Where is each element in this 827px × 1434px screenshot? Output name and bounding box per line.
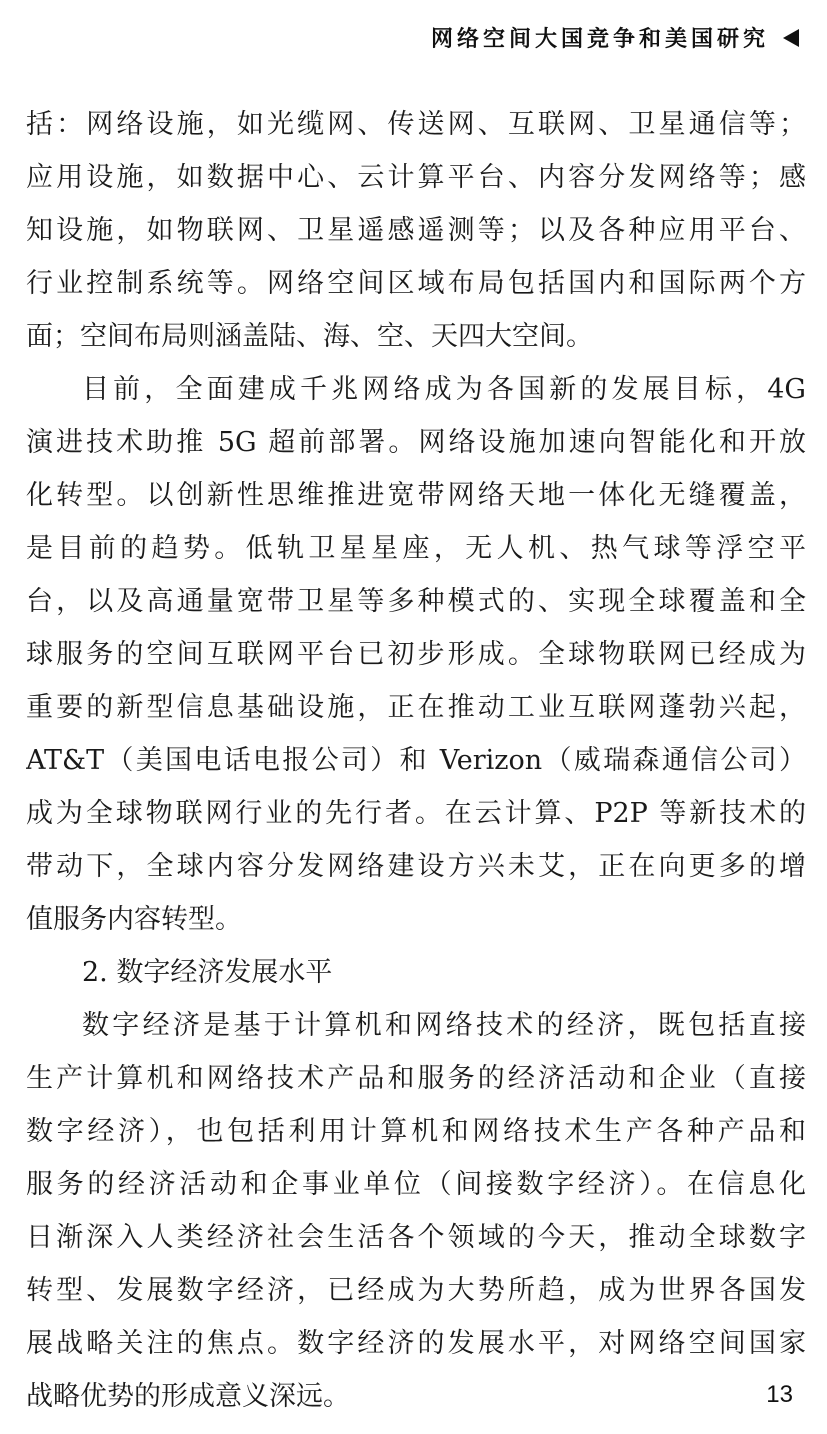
text-line: 带动下，全球内容分发网络建设方兴未艾，正在向更多的增: [26, 851, 806, 882]
paragraph-start-line: 目前，全面建成千兆网络成为各国新的发展目标，4G: [82, 374, 806, 405]
text-line: 括：网络设施，如光缆网、传送网、互联网、卫星通信等；: [26, 109, 806, 140]
text-line: 值服务内容转型。: [26, 904, 242, 935]
text-line: 行业控制系统等。网络空间区域布局包括国内和国际两个方: [26, 268, 806, 299]
text-line: 化转型。以创新性思维推进宽带网络天地一体化无缝覆盖，: [26, 480, 806, 511]
running-title: 网络空间大国竞争和美国研究: [430, 27, 769, 52]
section-heading: 2. 数字经济发展水平: [82, 957, 333, 988]
body-text: [26, 98, 806, 1423]
left-triangle-icon: [783, 29, 799, 47]
text-line: 重要的新型信息基础设施，正在推动工业互联网蓬勃兴起，: [26, 692, 806, 723]
page-number: 13: [766, 1381, 793, 1408]
text-line: 转型、发展数字经济，已经成为大势所趋，成为世界各国发: [26, 1275, 806, 1306]
running-header: [431, 22, 799, 53]
text-line: 知设施，如物联网、卫星遥感遥测等；以及各种应用平台、: [26, 215, 806, 246]
text-line: AT&T（美国电话电报公司）和 Verizon（威瑞森通信公司）: [26, 745, 806, 776]
text-line: 台，以及高通量宽带卫星等多种模式的、实现全球覆盖和全: [26, 586, 806, 617]
text-line: 面；空间布局则涵盖陆、海、空、天四大空间。: [26, 321, 593, 352]
text-line: 球服务的空间互联网平台已初步形成。全球物联网已经成为: [26, 639, 806, 670]
text-line: 成为全球物联网行业的先行者。在云计算、P2P 等新技术的: [26, 798, 806, 829]
text-line: 服务的经济活动和企事业单位（间接数字经济）。在信息化: [26, 1169, 806, 1200]
text-line: 数字经济），也包括利用计算机和网络技术生产各种产品和: [26, 1116, 806, 1147]
text-line: 生产计算机和网络技术产品和服务的经济活动和企业（直接: [26, 1063, 806, 1094]
text-line: 应用设施，如数据中心、云计算平台、内容分发网络等；感: [26, 162, 806, 193]
text-line: 展战略关注的焦点。数字经济的发展水平，对网络空间国家: [26, 1328, 806, 1359]
paragraph-start-line: 数字经济是基于计算机和网络技术的经济，既包括直接: [82, 1010, 806, 1041]
text-line: 日渐深入人类经济社会生活各个领域的今天，推动全球数字: [26, 1222, 806, 1253]
text-line: 是目前的趋势。低轨卫星星座，无人机、热气球等浮空平: [26, 533, 806, 564]
text-line: 演进技术助推 5G 超前部署。网络设施加速向智能化和开放: [26, 427, 806, 458]
text-line: 战略优势的形成意义深远。: [26, 1381, 350, 1412]
